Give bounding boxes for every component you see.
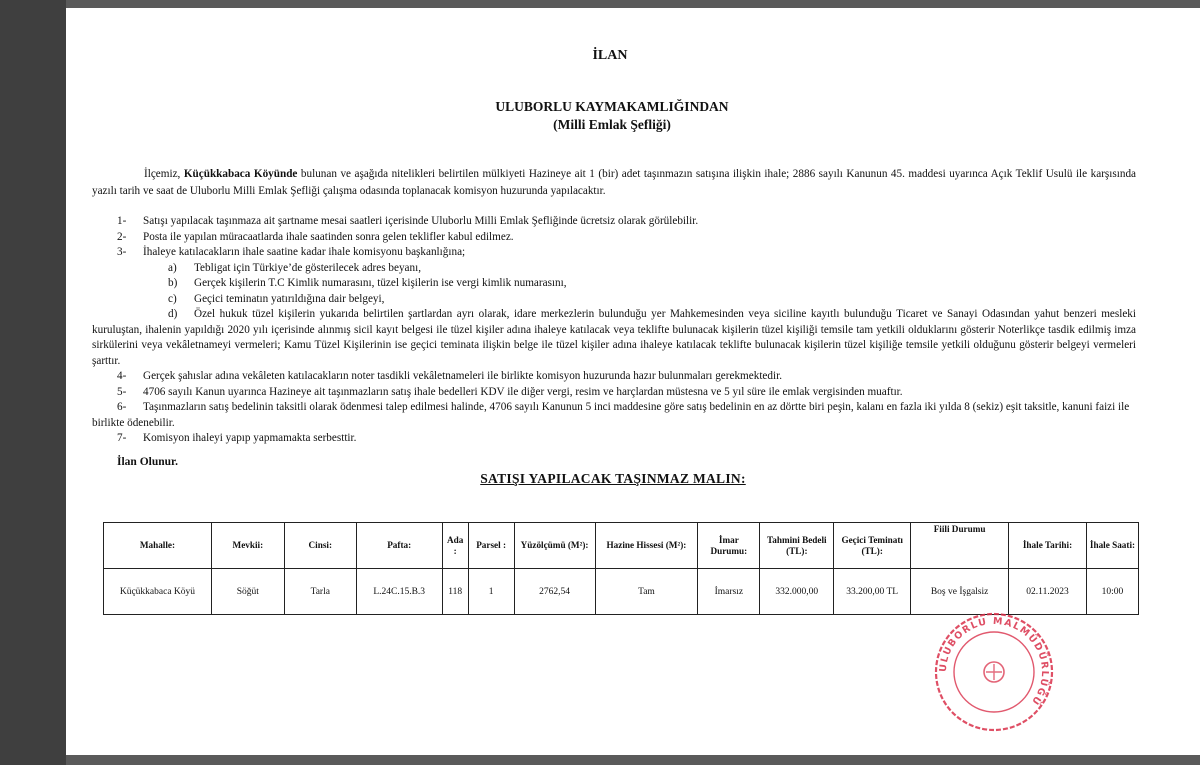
- header-mahalle: Mahalle:: [104, 523, 212, 569]
- authority-heading: ULUBORLU KAYMAKAMLIĞINDAN: [495, 99, 729, 114]
- cell-hazine-hissesi: Tam: [595, 569, 698, 615]
- header-yuzolcumu: Yüzölçümü (M²):: [514, 523, 595, 569]
- header-hazine-hissesi: Hazine Hissesi (M²):: [595, 523, 698, 569]
- condition-text: İhaleye katılacakların ihale saatine kadar ihale komisyonu başkanlığına;: [143, 246, 466, 258]
- condition-item: [92, 369, 1136, 385]
- scan-border-top: [66, 0, 1200, 8]
- condition-number: 2-: [117, 230, 127, 243]
- condition-number: 3-: [117, 246, 127, 258]
- sub-condition-letter: a): [168, 261, 177, 274]
- cell-tahmini-bedel: 332.000,00: [760, 569, 834, 615]
- cell-imar-durumu: İmarsız: [698, 569, 760, 615]
- department-heading: (Milli Emlak Şefliği): [553, 117, 671, 132]
- sub-condition-text: Özel hukuk tüzel kişilerin yukarıda belirtilen şartlardan ayrı olarak, idare merkezlerin bulunduğu yer Mahkemesinden veya siciline kayıtlı bulunduğu Ticaret ve Sanayi Odasından yahut benzeri mesleki kuruluştan, ihalenin yapıldığı 2020 yılı içerisinde alınmış sicil kayıt belgesi ile tüzel kişiler adına ihaleye katılacak veya teklifte bulunacak kişilerin tüzel kişiliği temsile tam yetkili olduklarını gösterir Noterlikçe tasdik edilmiş imza sirkülerini veya vekâletnameyi vermeleri; Kamu Tüzel Kişilerinin ise geçici teminata ilişkin belge ile tüzel kişiler adına ihaleye katılacak teklifte bulunacak kişilerin tüzel kişiliğe temsile yetkili olduğunu gösterir belgeyi vermeleri şarttır.: [92, 308, 1136, 367]
- sub-condition-item: [168, 276, 1136, 292]
- official-stamp-seal: [930, 606, 1058, 738]
- sub-condition-item: [168, 292, 1136, 308]
- sub-condition-letter: c): [168, 292, 177, 305]
- sub-condition-text: Tebligat için Türkiye’de gösterilecek adres beyanı,: [194, 261, 422, 274]
- condition-item: [92, 214, 1136, 230]
- cell-gecici-teminat: 33.200,00 TL: [834, 569, 911, 615]
- header-fiili-durumu: Fiili Durumu: [911, 523, 1009, 569]
- condition-text: Satışı yapılacak taşınmaza ait şartname mesai saatleri içerisinde Uluborlu Milli Emlak Şefliğinde ücretsiz olarak görülebilir.: [143, 215, 699, 227]
- announcement-title: İLAN: [592, 48, 628, 63]
- condition-number: 5-: [117, 385, 127, 398]
- stamp-ring-text: ULUBORLU MALMÜDÜRLÜĞÜ: [937, 615, 1051, 708]
- condition-item: [92, 245, 1136, 261]
- cell-pafta: L.24C.15.B.3: [356, 569, 442, 615]
- cell-ihale-tarihi: 02.11.2023: [1009, 569, 1087, 615]
- condition-item: [92, 230, 1136, 246]
- cell-ada: 118: [442, 569, 468, 615]
- header-ada: Ada :: [442, 523, 468, 569]
- condition-number: 7-: [117, 432, 127, 444]
- cell-ihale-saati: 10:00: [1086, 569, 1138, 615]
- header-mevkii: Mevkii:: [211, 523, 284, 569]
- header-pafta: Pafta:: [356, 523, 442, 569]
- cell-mahalle: Küçükkabaca Köyü: [104, 569, 212, 615]
- condition-text: 4706 sayılı Kanun uyarınca Hazineye ait taşınmazların satış ihale bedelleri KDV ile diğer vergi, resim ve harçlardan müstesna ve 5 yıl süre ile emlak vergisinden muaftır.: [143, 385, 903, 398]
- sub-condition-item-d: [92, 307, 1136, 369]
- sub-condition-letter: b): [168, 277, 178, 289]
- header-parsel: Parsel :: [468, 523, 514, 569]
- cell-fiili-durumu: Boş ve İşgalsiz: [911, 569, 1009, 615]
- header-gecici-teminat: Geçici Teminatı (TL):: [834, 523, 911, 569]
- condition-text: Komisyon ihaleyi yapıp yapmamakta serbesttir.: [143, 432, 357, 444]
- intro-paragraph: [92, 166, 1136, 200]
- condition-item: [92, 400, 1136, 431]
- condition-text: Posta ile yapılan müracaatlarda ihale saatinden sonra gelen teklifler kabul edilmez.: [143, 230, 514, 243]
- condition-text: Taşınmazların satış bedelinin taksitli olarak ödenmesi talep edilmesi halinde, 4706 sayılı Kanunun 5 inci maddesine göre satış bedelinin en az dörtte biri peşin, kalanı en fazla iki yılda 8 (sekiz) eşit taksitle, kanuni faizi ile birlikte ödenebilir.: [92, 401, 1130, 429]
- condition-number: 4-: [117, 370, 127, 382]
- cell-parsel: 1: [468, 569, 514, 615]
- cell-cinsi: Tarla: [284, 569, 356, 615]
- scan-border-bottom: [66, 755, 1200, 765]
- header-imar-durumu: İmar Durumu:: [698, 523, 760, 569]
- intro-text-2: bulunan ve aşağıda nitelikleri belirtilen mülkiyeti Hazineye ait 1 (bir) adet taşınmazın satışına ilişkin ihale; 2886 sayılı Kanunun 45. maddesi uyarınca Açık Teklif Usulü ile karşısında yazılı tarih ve saat de Uluborlu Milli Emlak Şefliği çalışma odasında toplanacak komisyon huzurunda yapılacaktır.: [92, 168, 1137, 197]
- condition-text: Gerçek şahıslar adına vekâleten katılacakların noter tasdikli vekâletnameleri ile birlikte komisyon huzurunda hazır bulunmaları gerekmektedir.: [143, 370, 782, 382]
- cell-mevkii: Söğüt: [211, 569, 284, 615]
- intro-text-1: İlçemiz,: [144, 168, 184, 180]
- header-cinsi: Cinsi:: [284, 523, 356, 569]
- cell-yuzolcumu: 2762,54: [514, 569, 595, 615]
- intro-village: Küçükkabaca Köyünde: [183, 168, 298, 180]
- condition-number: 1-: [117, 215, 127, 227]
- scan-border-left: [0, 0, 66, 765]
- sub-condition-item: [168, 261, 1136, 277]
- table-title: SATIŞI YAPILACAK TAŞINMAZ MALIN:: [480, 471, 746, 486]
- header-ihale-saati: İhale Saati:: [1086, 523, 1138, 569]
- sub-condition-letter: d): [168, 308, 178, 320]
- header-tahmini-bedel: Tahmini Bedeli (TL):: [760, 523, 834, 569]
- property-table: [103, 522, 1139, 615]
- condition-item: [92, 385, 1136, 401]
- condition-number: 6-: [117, 401, 127, 413]
- condition-item: [92, 431, 1136, 447]
- table-header-row: [104, 523, 1139, 569]
- sub-condition-text: Geçici teminatın yatırıldığına dair belgeyi,: [194, 292, 385, 305]
- sub-condition-text: Gerçek kişilerin T.C Kimlik numarasını, tüzel kişilerin ise vergi kimlik numarasını,: [194, 277, 567, 289]
- closing-text: İlan Olunur.: [117, 456, 178, 468]
- conditions-list: [92, 214, 1136, 447]
- header-ihale-tarihi: İhale Tarihi:: [1009, 523, 1087, 569]
